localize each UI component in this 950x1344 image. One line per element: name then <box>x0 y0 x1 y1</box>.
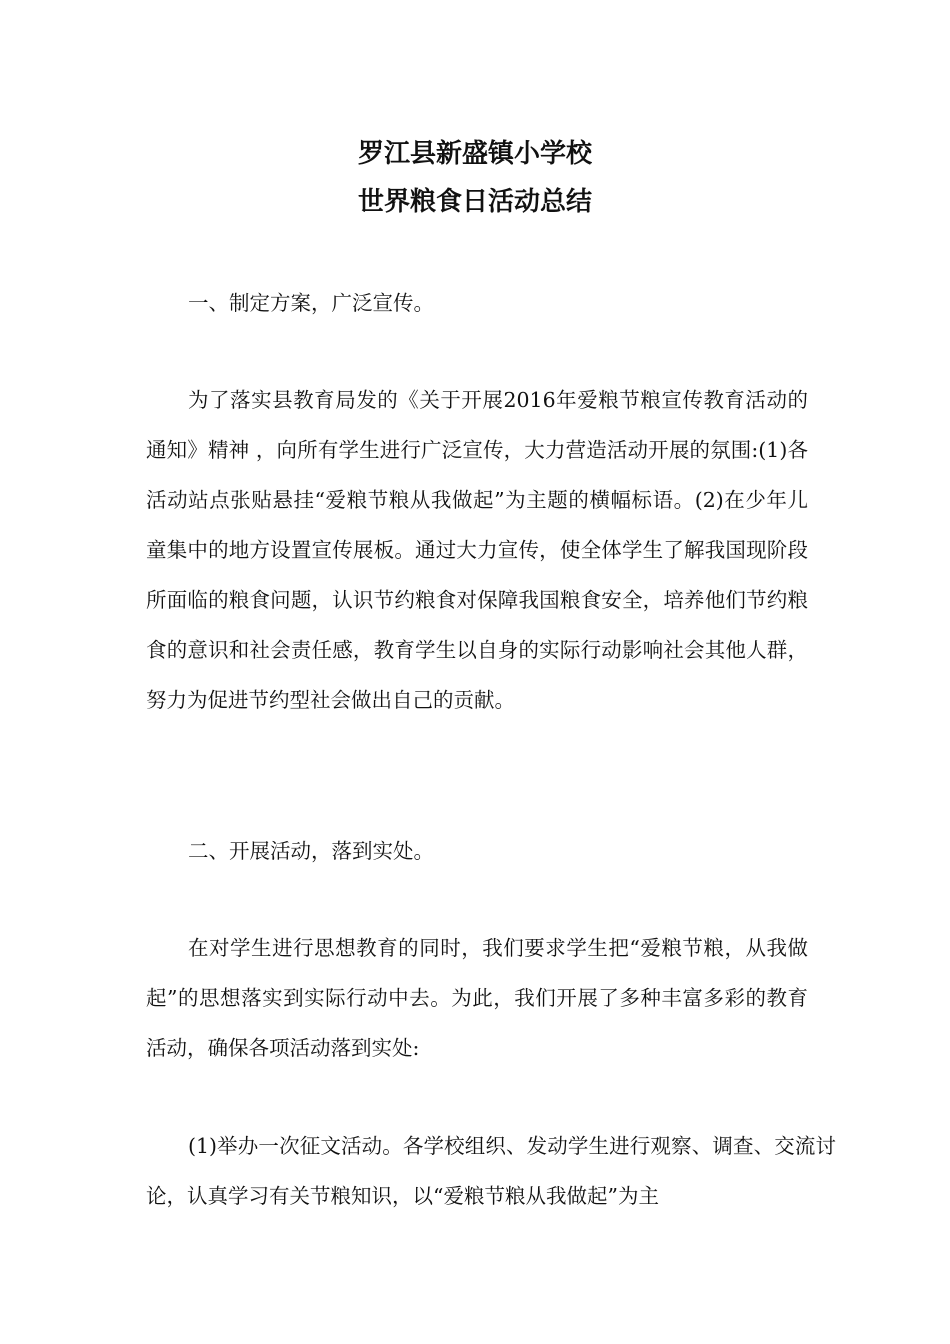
document-title-line2: 世界粮食日活动总结 <box>357 187 592 217</box>
section1-heading: 一、制定方案，广泛宣传。 <box>188 291 434 315</box>
document-title-line1: 罗江县新盛镇小学校 <box>357 139 592 169</box>
section2-heading: 二、开展活动，落到实处。 <box>188 839 434 863</box>
section2-item1: (1)举办一次征文活动。各学校组织、发动学生进行观察、调查、交流讨论，认真学习有关节粮知识，以“爱粮节粮从我做起”为主 <box>146 1134 836 1208</box>
section1-paragraph: 为了落实县教育局发的《关于开展2016年爱粮节粮宣传教育活动的通知》精神 ，向所有学生进行广泛宣传，大力营造活动开展的氛围:(1)各活动站点张贴悬挂“爱粮节粮从我做起”为主题的横幅标语。(2)在少年儿童集中的地方设置宣传展板。通过大力宣传，使全体学生了解我国现阶段所面临的粮食问题，认识节约粮食对保障我国粮食安全，培养他们节约粮食的意识和社会责任感，教育学生以自身的实际行动影响社会其他人群，努力为促进节约型社会做出自己的贡献。 <box>146 388 808 712</box>
section2-paragraph: 在对学生进行思想教育的同时，我们要求学生把“爱粮节粮，从我做起”的思想落实到实际行动中去。为此，我们开展了多种丰富多彩的教育活动，确保各项活动落到实处: <box>146 936 808 1060</box>
